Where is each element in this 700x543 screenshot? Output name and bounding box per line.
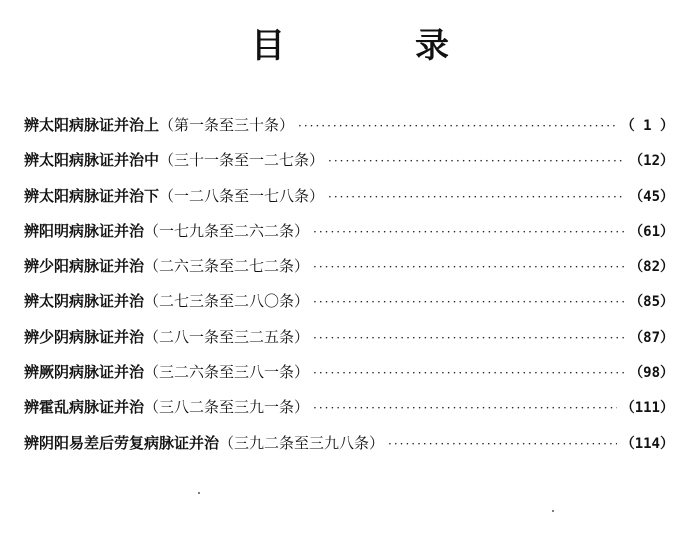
toc-entry-page: （87） [629,329,674,346]
toc-entry-heading: 辨太阳病脉证并治下 [24,186,160,205]
toc-entry [24,290,674,325]
toc-entry-range: （一二八条至一七八条） [159,186,325,205]
toc-entry [24,220,674,255]
toc-entry-range: （三九二条至三九八条） [219,433,385,452]
toc-entry [24,396,674,431]
toc-entry-heading: 辨太阴病脉证并治 [24,292,145,311]
table-of-contents [24,114,674,467]
toc-dot-leader [313,225,625,239]
toc-entry-heading: 辨太阳病脉证并治中 [24,151,160,170]
toc-entry-page: （98） [629,365,674,382]
toc-entry-page: （114） [620,435,674,452]
toc-dot-leader [328,154,625,168]
toc-entry-heading: 辨少阳病脉证并治 [24,257,145,276]
toc-dot-leader [388,437,617,451]
toc-dot-leader [298,119,617,133]
toc-entry [24,432,674,467]
toc-entry-range: （三十一条至一二七条） [159,151,325,170]
toc-entry-page: （111） [620,400,674,417]
toc-dot-leader [313,295,625,309]
toc-entry [24,326,674,361]
toc-entry-range: （三八二条至三九一条） [144,398,310,417]
toc-entry-page: （61） [629,223,674,240]
toc-entry-heading: 辨少阴病脉证并治 [24,327,145,346]
toc-entry-page: （ 1 ） [620,118,674,134]
toc-entry [24,149,674,184]
toc-entry-heading: 辨太阳病脉证并治上 [24,116,160,134]
toc-entry-range: （二七三条至二八〇条） [144,292,310,311]
toc-dot-leader [313,401,617,415]
page-title: 目 录 [251,26,497,66]
toc-entry-range: （二八一条至三二五条） [144,327,310,346]
toc-entry [24,361,674,396]
toc-dot-leader [328,190,625,204]
toc-dot-leader [313,366,625,380]
toc-entry-page: （45） [629,188,674,205]
toc-entry-range: （一七九条至二六二条） [144,221,310,240]
toc-entry-heading: 辨厥阴病脉证并治 [24,363,145,382]
toc-entry [24,114,674,149]
scan-speck [552,510,554,512]
toc-entry-page: （85） [629,294,674,311]
toc-entry [24,255,674,290]
toc-entry-range: （二六三条至二七二条） [144,257,310,276]
toc-entry [24,185,674,220]
toc-entry-page: （82） [629,259,674,276]
toc-dot-leader [313,260,625,274]
toc-dot-leader [313,331,625,345]
toc-entry-heading: 辨阳明病脉证并治 [24,221,145,240]
toc-entry-heading: 辨阴阳易差后劳复病脉证并治 [24,433,220,452]
toc-entry-range: （第一条至三十条） [159,116,295,134]
scan-speck [198,492,200,494]
toc-entry-range: （三二六条至三八一条） [144,363,310,382]
toc-entry-heading: 辨霍乱病脉证并治 [24,398,145,417]
toc-entry-page: （12） [629,153,674,170]
